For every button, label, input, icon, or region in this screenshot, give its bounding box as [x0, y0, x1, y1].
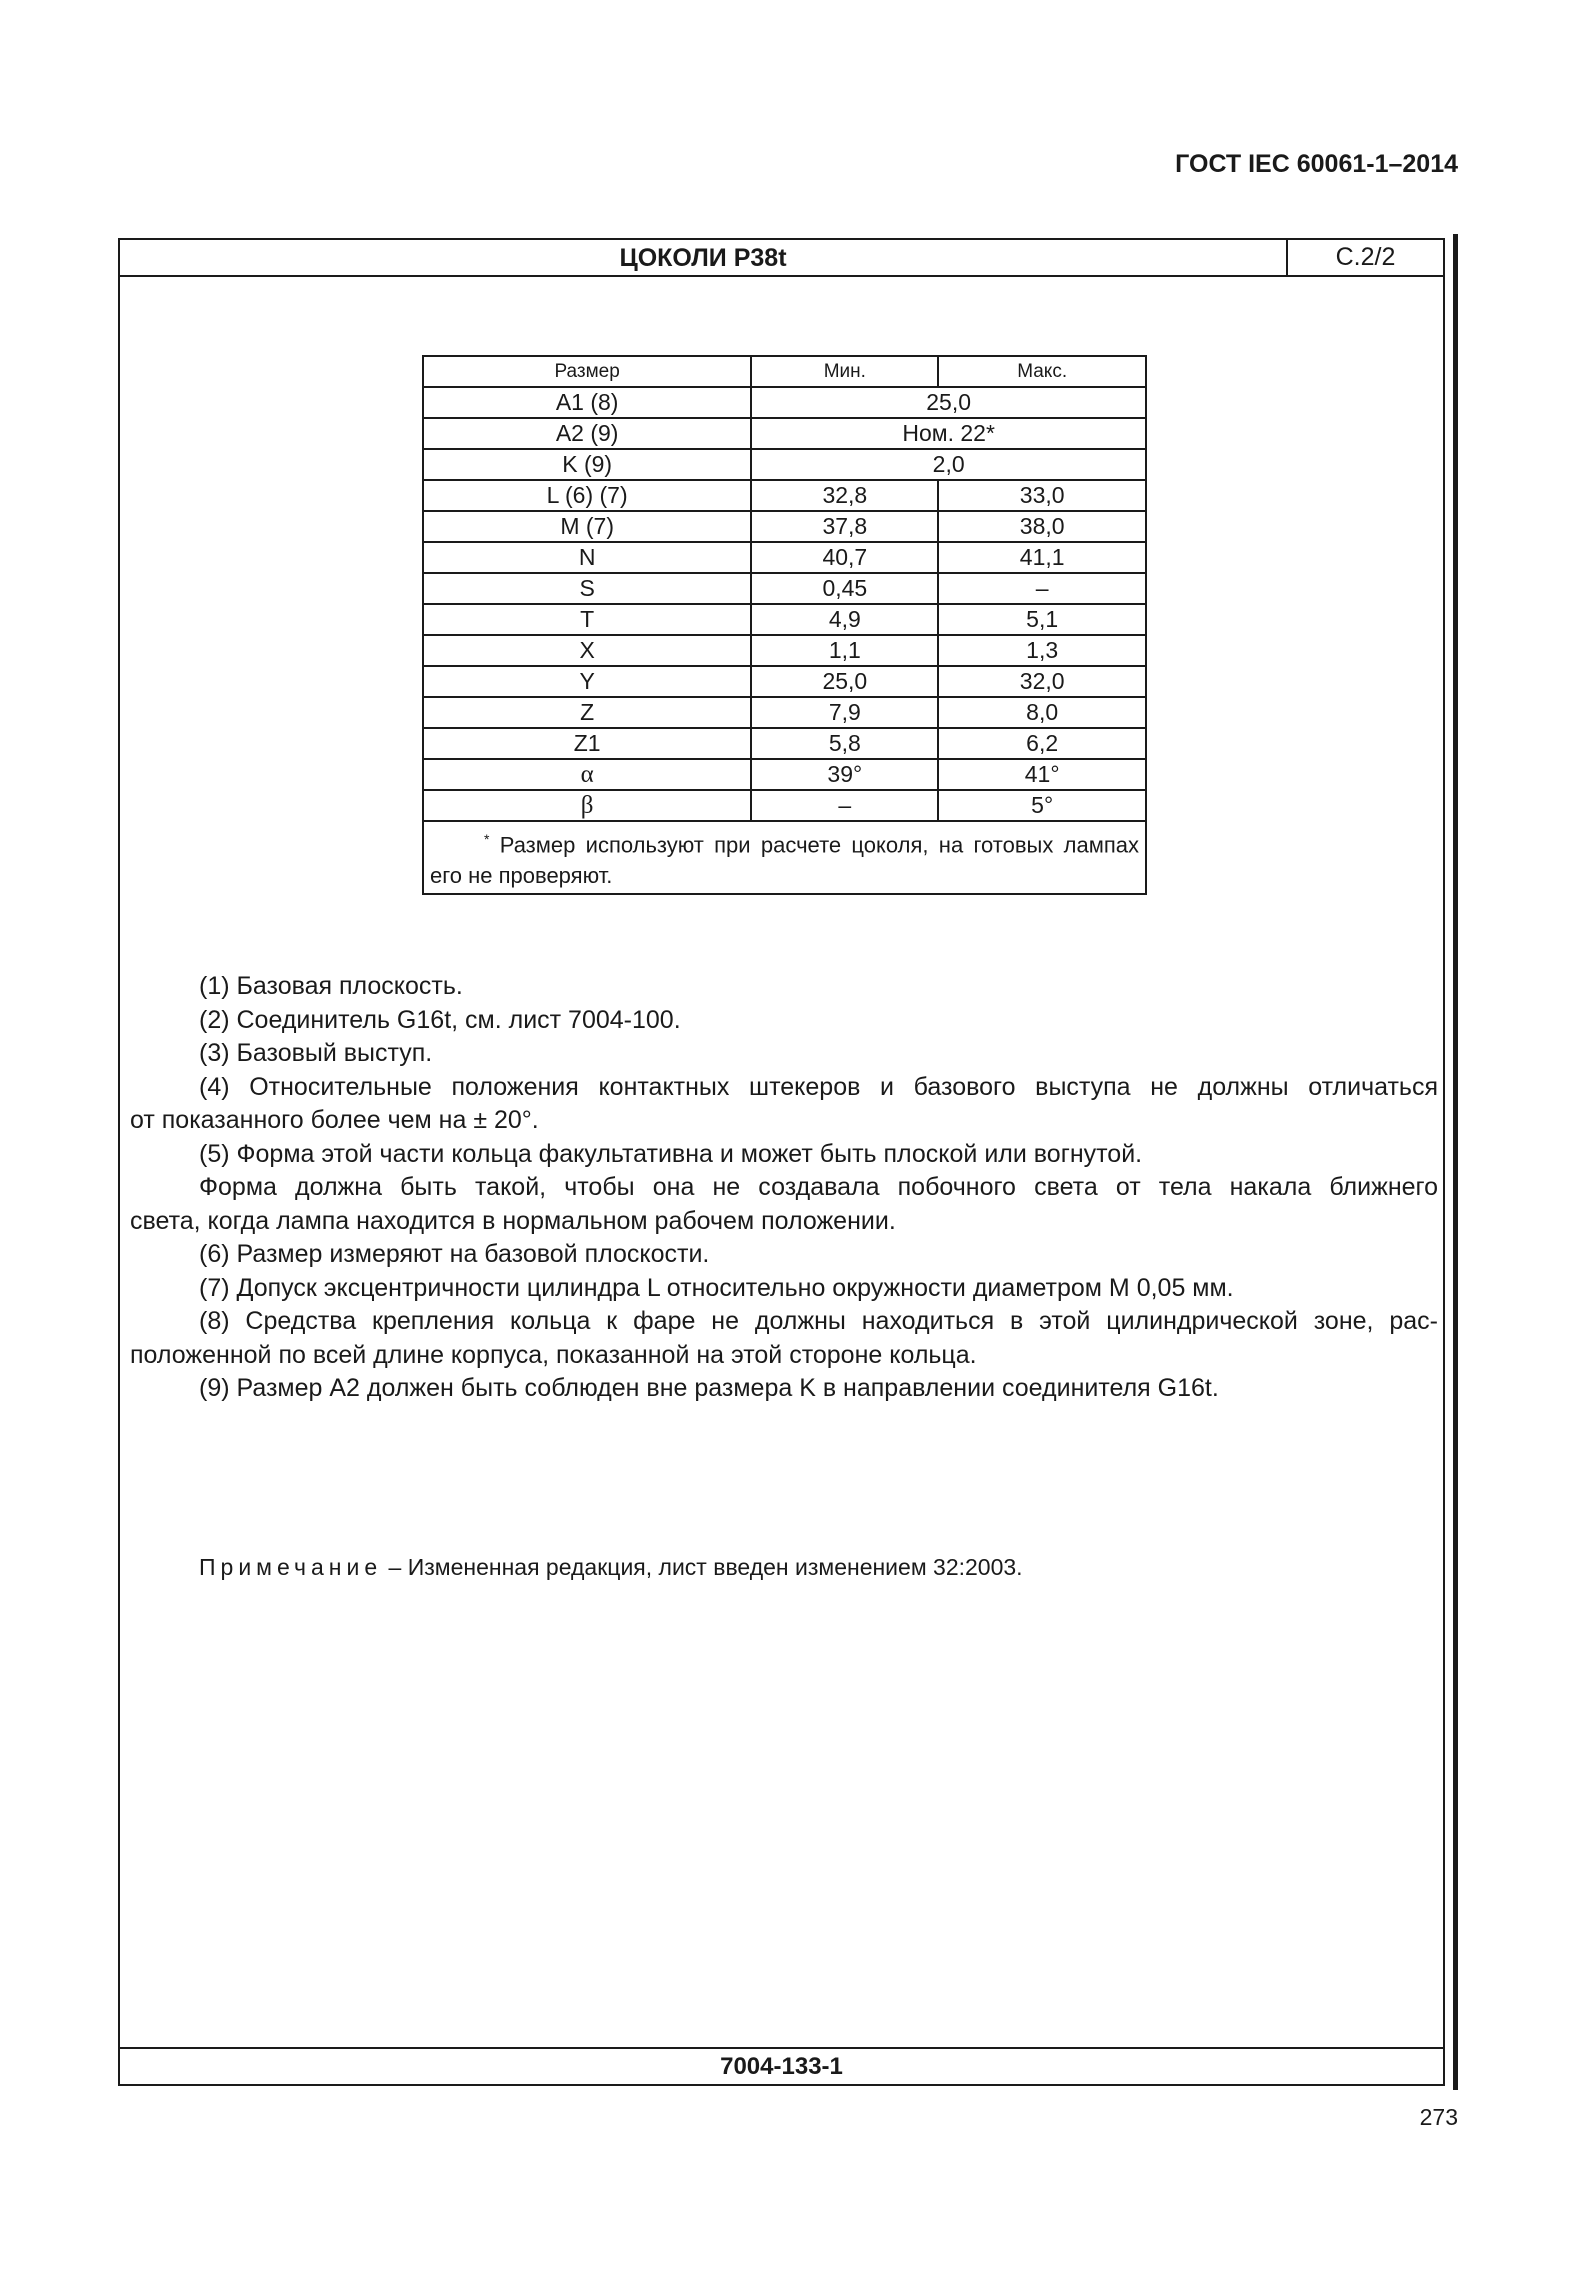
cell-max: 5°: [938, 790, 1146, 821]
cell-max: 8,0: [938, 697, 1146, 728]
cell-min: 5,8: [751, 728, 938, 759]
cell-dimension: A2 (9): [423, 418, 751, 449]
column-header-size: Размер: [423, 356, 751, 387]
table-row: [423, 542, 1146, 573]
cell-dimension: A1 (8): [423, 387, 751, 418]
note-line: (9) Размер A2 должен быть соблюден вне размера K в направлении соединителя G16t.: [199, 1374, 1219, 1402]
table-row: [423, 511, 1146, 542]
cell-dimension: Y: [423, 666, 751, 697]
title-row: [120, 240, 1443, 277]
cell-min: 37,8: [751, 511, 938, 542]
cell-min: –: [751, 790, 938, 821]
cell-min: 25,0: [751, 666, 938, 697]
cell-value: 25,0: [751, 387, 1146, 418]
standard-designation: ГОСТ IEC 60061-1–2014: [1175, 150, 1458, 178]
cell-max: 38,0: [938, 511, 1146, 542]
cell-max: 33,0: [938, 480, 1146, 511]
note-line: (7) Допуск эксцентричности цилиндра L относительно окружности диаметром M 0,05 мм.: [199, 1273, 1234, 1302]
sheet-frame: [118, 238, 1445, 2086]
note-line: (5) Форма этой части кольца факультативна и может быть плоской или вогнутой.: [199, 1139, 1143, 1168]
cell-dimension: T: [423, 604, 751, 635]
table-row: [423, 635, 1146, 666]
cell-min: 1,1: [751, 635, 938, 666]
frame-right-bar: [1453, 234, 1458, 2090]
cell-max: 41°: [938, 759, 1146, 790]
remark-text: – Измененная редакция, лист введен изменением 32:2003.: [382, 1554, 1023, 1580]
note-line: света, когда лампа находится в нормальном рабочем положении.: [130, 1206, 896, 1235]
table-row: [423, 666, 1146, 697]
dimensions-table: [422, 355, 1147, 895]
cell-dimension: M (7): [423, 511, 751, 542]
cell-min: 0,45: [751, 573, 938, 604]
remark-label: Примечание: [199, 1554, 383, 1580]
cell-min: 40,7: [751, 542, 938, 573]
cell-value: 2,0: [751, 449, 1146, 480]
cell-max: 32,0: [938, 666, 1146, 697]
cell-max: 5,1: [938, 604, 1146, 635]
cell-max: –: [938, 573, 1146, 604]
cell-dimension: α: [423, 759, 751, 790]
cell-dimension: β: [423, 790, 751, 821]
note-line: (4) Относительные положения контактных штекеров и базового выступа не должны отличаться: [199, 1072, 1438, 1101]
note-line: (6) Размер измеряют на базовой плоскости.: [199, 1240, 710, 1268]
cell-dimension: S: [423, 573, 751, 604]
table-row: [423, 604, 1146, 635]
table-row: [423, 697, 1146, 728]
cell-min: 7,9: [751, 697, 938, 728]
note-line: (2) Соединитель G16t, см. лист 7004-100.: [199, 1005, 681, 1034]
column-header-max: Макс.: [938, 356, 1146, 387]
remark: [199, 1554, 1023, 1581]
table-row: [423, 387, 1146, 418]
table-footnote-row: [423, 821, 1146, 894]
table-row: [423, 480, 1146, 511]
table-header-row: [423, 356, 1146, 387]
note-line: Форма должна быть такой, чтобы она не создавала побочного света от тела накала ближнего: [199, 1173, 1438, 1201]
note-line: от показанного более чем на ± 20°.: [130, 1106, 539, 1134]
cell-min: 4,9: [751, 604, 938, 635]
table-row: [423, 790, 1146, 821]
footnote-mark: *: [484, 831, 490, 847]
cell-dimension: Z: [423, 697, 751, 728]
note-line: (3) Базовый выступ.: [199, 1039, 433, 1067]
note-line: (1) Базовая плоскость.: [199, 972, 463, 1000]
cell-dimension: K (9): [423, 449, 751, 480]
cell-dimension: X: [423, 635, 751, 666]
cell-max: 1,3: [938, 635, 1146, 666]
cell-max: 6,2: [938, 728, 1146, 759]
cell-max: 41,1: [938, 542, 1146, 573]
cell-dimension: L (6) (7): [423, 480, 751, 511]
table-footnote: [423, 821, 1146, 894]
column-header-min: Мин.: [751, 356, 938, 387]
footnote-text: Размер используют при расчете цоколя, на готовых лампах его не проверяют.: [430, 832, 1139, 889]
page-number: 273: [1419, 2104, 1458, 2130]
note-line: (8) Средства крепления кольца к фаре не должны находиться в этой цилиндрической зоне, рас-: [199, 1307, 1438, 1335]
note-line: положенной по всей длине корпуса, показанной на этой стороне кольца.: [130, 1340, 977, 1369]
cell-min: 39°: [751, 759, 938, 790]
table-row: [423, 418, 1146, 449]
sheet-number: С.2/2: [1286, 240, 1443, 275]
sheet-code: 7004-133-1: [120, 2047, 1443, 2084]
table-row: [423, 449, 1146, 480]
cell-dimension: N: [423, 542, 751, 573]
table-row: [423, 573, 1146, 604]
sheet-title: ЦОКОЛИ P38t: [619, 244, 787, 272]
cell-min: 32,8: [751, 480, 938, 511]
table-row: [423, 759, 1146, 790]
cell-dimension: Z1: [423, 728, 751, 759]
notes-section: [130, 970, 1438, 1406]
cell-value: Ном. 22*: [751, 418, 1146, 449]
table-row: [423, 728, 1146, 759]
